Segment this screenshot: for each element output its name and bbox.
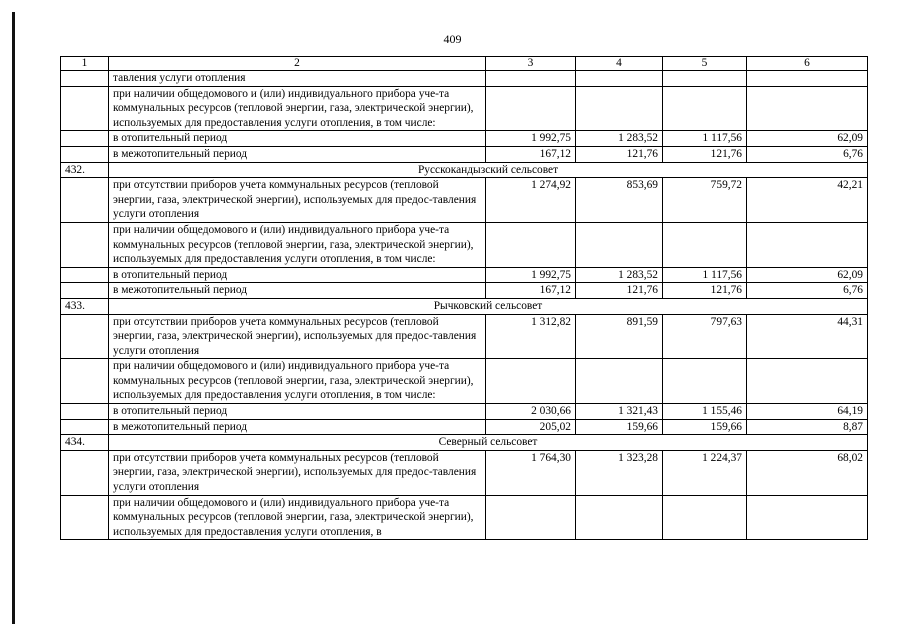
value-col-6: 42,21 bbox=[747, 178, 868, 223]
row-description: в отопительный период bbox=[109, 267, 486, 283]
header-cell-2: 2 bbox=[109, 57, 486, 71]
header-cell-6: 6 bbox=[747, 57, 868, 71]
value-col-5: 1 117,56 bbox=[663, 131, 747, 147]
row-description: при наличии общедомового и (или) индивидуального прибора уче-та коммунальных ресурсов (тепловой энергии, газа, электрической энергии), используемых для предоставления услуги отопления, в bbox=[109, 495, 486, 540]
table-row bbox=[61, 86, 868, 131]
row-description: при отсутствии приборов учета коммунальных ресурсов (тепловой энергии, газа, электрической энергии), используемых для предос-тавления услуги отопления bbox=[109, 450, 486, 495]
table-row bbox=[61, 146, 868, 162]
table-row bbox=[61, 314, 868, 359]
row-index bbox=[61, 283, 109, 299]
value-col-5 bbox=[663, 222, 747, 267]
header-cell-4: 4 bbox=[576, 57, 663, 71]
value-col-5 bbox=[663, 86, 747, 131]
value-col-5 bbox=[663, 495, 747, 540]
value-col-3: 167,12 bbox=[486, 283, 576, 299]
value-col-4 bbox=[576, 86, 663, 131]
value-col-4: 853,69 bbox=[576, 178, 663, 223]
row-description: при отсутствии приборов учета коммунальных ресурсов (тепловой энергии, газа, электрической энергии), используемых для предос-тавления услуги отопления bbox=[109, 314, 486, 359]
row-description: в межотопительный период bbox=[109, 419, 486, 435]
table-header-row bbox=[61, 57, 868, 71]
value-col-4: 1 321,43 bbox=[576, 404, 663, 420]
row-index bbox=[61, 359, 109, 404]
section-title: Русскокандызский сельсовет bbox=[109, 162, 868, 178]
value-col-3: 167,12 bbox=[486, 146, 576, 162]
table-row bbox=[61, 222, 868, 267]
row-index bbox=[61, 314, 109, 359]
value-col-6 bbox=[747, 71, 868, 87]
value-col-6: 8,87 bbox=[747, 419, 868, 435]
value-col-6: 62,09 bbox=[747, 267, 868, 283]
tariff-table bbox=[60, 56, 868, 540]
value-col-6: 68,02 bbox=[747, 450, 868, 495]
value-col-5: 759,72 bbox=[663, 178, 747, 223]
header-cell-5: 5 bbox=[663, 57, 747, 71]
value-col-5 bbox=[663, 71, 747, 87]
value-col-3: 2 030,66 bbox=[486, 404, 576, 420]
row-index bbox=[61, 131, 109, 147]
header-cell-1: 1 bbox=[61, 57, 109, 71]
row-index bbox=[61, 222, 109, 267]
value-col-4 bbox=[576, 222, 663, 267]
row-description: в межотопительный период bbox=[109, 146, 486, 162]
value-col-6: 64,19 bbox=[747, 404, 868, 420]
row-index bbox=[61, 267, 109, 283]
row-description: тавления услуги отопления bbox=[109, 71, 486, 87]
table-row bbox=[61, 404, 868, 420]
value-col-3 bbox=[486, 71, 576, 87]
table-body bbox=[61, 57, 868, 540]
value-col-5: 121,76 bbox=[663, 283, 747, 299]
table-row bbox=[61, 419, 868, 435]
value-col-6 bbox=[747, 86, 868, 131]
value-col-5: 121,76 bbox=[663, 146, 747, 162]
row-index bbox=[61, 419, 109, 435]
row-index bbox=[61, 450, 109, 495]
row-index: 432. bbox=[61, 162, 109, 178]
row-index bbox=[61, 86, 109, 131]
value-col-5: 159,66 bbox=[663, 419, 747, 435]
table-row bbox=[61, 267, 868, 283]
value-col-6 bbox=[747, 222, 868, 267]
value-col-3 bbox=[486, 222, 576, 267]
value-col-6 bbox=[747, 495, 868, 540]
row-description: в межотопительный период bbox=[109, 283, 486, 299]
table-row bbox=[61, 178, 868, 223]
value-col-4 bbox=[576, 71, 663, 87]
value-col-4: 1 283,52 bbox=[576, 131, 663, 147]
value-col-4: 159,66 bbox=[576, 419, 663, 435]
value-col-5: 1 224,37 bbox=[663, 450, 747, 495]
table-row bbox=[61, 359, 868, 404]
row-description: при наличии общедомового и (или) индивидуального прибора уче-та коммунальных ресурсов (тепловой энергии, газа, электрической энергии), используемых для предоставления услуги отопления, в том числе: bbox=[109, 86, 486, 131]
value-col-5: 1 117,56 bbox=[663, 267, 747, 283]
table-row bbox=[61, 131, 868, 147]
page-number: 409 bbox=[443, 32, 462, 46]
value-col-3 bbox=[486, 495, 576, 540]
table-row bbox=[61, 283, 868, 299]
value-col-4: 121,76 bbox=[576, 146, 663, 162]
value-col-4 bbox=[576, 359, 663, 404]
row-index bbox=[61, 495, 109, 540]
page-binding-line bbox=[12, 12, 15, 624]
row-description: при наличии общедомового и (или) индивидуального прибора уче-та коммунальных ресурсов (тепловой энергии, газа, электрической энергии), используемых для предоставления услуги отопления, в том числе: bbox=[109, 222, 486, 267]
table-row bbox=[61, 450, 868, 495]
section-row bbox=[61, 298, 868, 314]
row-index: 433. bbox=[61, 298, 109, 314]
row-index bbox=[61, 404, 109, 420]
value-col-3 bbox=[486, 86, 576, 131]
row-index bbox=[61, 178, 109, 223]
value-col-4: 1 323,28 bbox=[576, 450, 663, 495]
section-row bbox=[61, 435, 868, 451]
value-col-3: 1 764,30 bbox=[486, 450, 576, 495]
table-row bbox=[61, 495, 868, 540]
row-index bbox=[61, 146, 109, 162]
row-description: в отопительный период bbox=[109, 131, 486, 147]
row-description: в отопительный период bbox=[109, 404, 486, 420]
value-col-3: 1 274,92 bbox=[486, 178, 576, 223]
value-col-3 bbox=[486, 359, 576, 404]
value-col-5: 1 155,46 bbox=[663, 404, 747, 420]
value-col-4: 121,76 bbox=[576, 283, 663, 299]
value-col-6: 44,31 bbox=[747, 314, 868, 359]
value-col-6 bbox=[747, 359, 868, 404]
value-col-5: 797,63 bbox=[663, 314, 747, 359]
value-col-3: 1 992,75 bbox=[486, 131, 576, 147]
row-description: при наличии общедомового и (или) индивидуального прибора уче-та коммунальных ресурсов (тепловой энергии, газа, электрической энергии), используемых для предоставления услуги отопления, в том числе: bbox=[109, 359, 486, 404]
value-col-4 bbox=[576, 495, 663, 540]
value-col-3: 1 992,75 bbox=[486, 267, 576, 283]
value-col-6: 6,76 bbox=[747, 146, 868, 162]
header-cell-3: 3 bbox=[486, 57, 576, 71]
section-row bbox=[61, 162, 868, 178]
section-title: Рычковский сельсовет bbox=[109, 298, 868, 314]
row-index: 434. bbox=[61, 435, 109, 451]
value-col-4: 891,59 bbox=[576, 314, 663, 359]
value-col-6: 62,09 bbox=[747, 131, 868, 147]
section-title: Северный сельсовет bbox=[109, 435, 868, 451]
row-index bbox=[61, 71, 109, 87]
value-col-3: 205,02 bbox=[486, 419, 576, 435]
row-description: при отсутствии приборов учета коммунальных ресурсов (тепловой энергии, газа, электрической энергии), используемых для предос-тавления услуги отопления bbox=[109, 178, 486, 223]
value-col-3: 1 312,82 bbox=[486, 314, 576, 359]
value-col-4: 1 283,52 bbox=[576, 267, 663, 283]
value-col-5 bbox=[663, 359, 747, 404]
value-col-6: 6,76 bbox=[747, 283, 868, 299]
table-row bbox=[61, 71, 868, 87]
